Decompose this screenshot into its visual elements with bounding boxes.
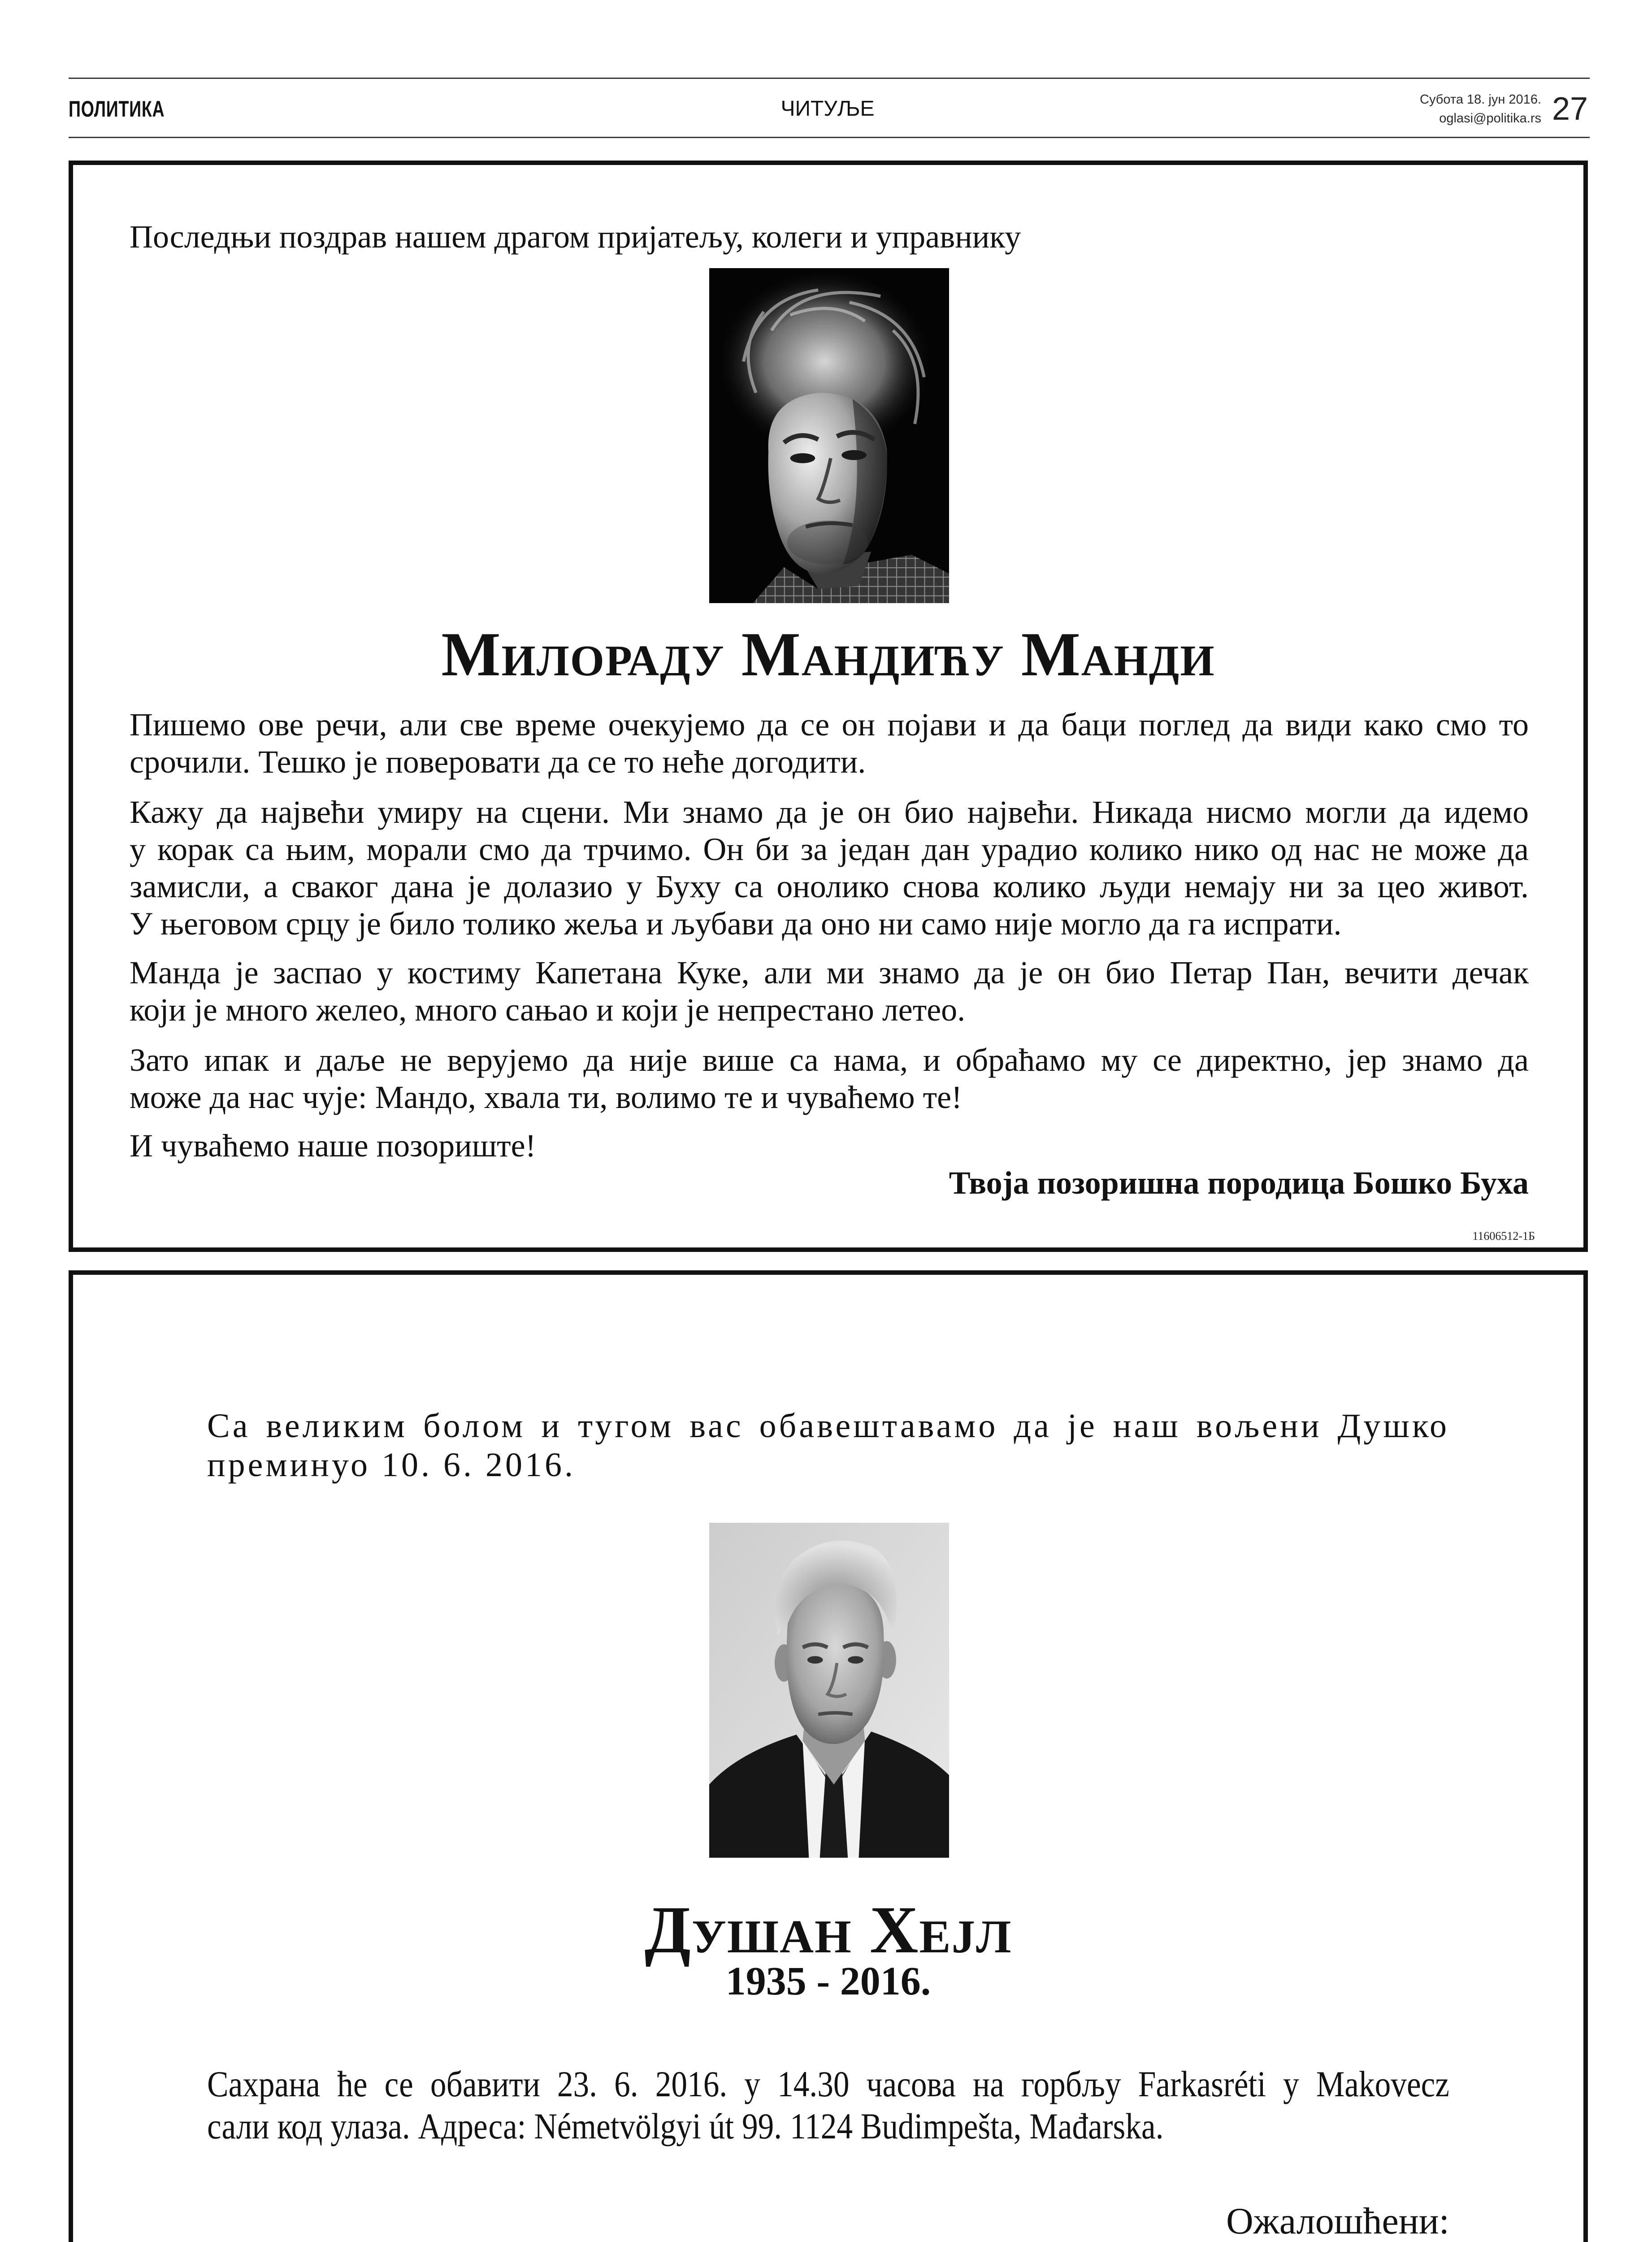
text-line: Пишемо ове речи, али све време очекујемо да се он појави и да баци поглед да види како смо то	[130, 707, 1529, 743]
text-line: У његовом срцу је било толико жеља и љубави да оно ни само није могло да га испрати.	[130, 906, 1342, 942]
life-years: 1935 - 2016.	[725, 1959, 931, 2003]
newspaper-logo: ПОЛИТИКА	[69, 96, 165, 122]
announcement-line: Са великим болом и тугом вас обавештавамо да је наш вољени Душко	[207, 1407, 1449, 1445]
deceased-name: Милораду Мандићу Манди	[441, 620, 1215, 689]
contact-email: oglasi@politika.rs	[1439, 111, 1541, 126]
ad-code: 11606512-1Б	[1472, 1230, 1535, 1243]
text-line: који је много желео, много сањао и који је непрестано летео.	[130, 992, 966, 1028]
funeral-info-line: сали код улаза. Адреса: Németvölgyi út 99. 1124 Budimpešta, Mađarska.	[207, 2106, 1164, 2146]
stubble	[787, 521, 868, 564]
portrait-photo-dusan-hejl	[709, 1523, 949, 1858]
page-number: 27	[1552, 91, 1588, 127]
right-eye	[848, 1656, 863, 1664]
left-eye	[807, 1656, 823, 1664]
mourners-label: Ожалошћени:	[1226, 2200, 1449, 2242]
obituary-intro: Последњи поздрав нашем драгом пријатељу, колеги и управнику	[130, 219, 1021, 255]
header-bottom-rule	[69, 137, 1590, 138]
deceased-name: Душан Хејл	[644, 1893, 1012, 1967]
mouth	[818, 1713, 852, 1714]
text-line: И чуваћемо наше позориште!	[130, 1128, 536, 1164]
text-line: у корак са њим, морали смо да трчимо. Он би за један дан урадио колико нико од нас не може да	[130, 831, 1529, 867]
right-eye	[841, 450, 867, 460]
left-eye	[790, 453, 815, 463]
section-title: ЧИТУЉЕ	[780, 97, 875, 121]
funeral-info-line: Сахрана ће се обавити 23. 6. 2016. у 14.30 часова на горбљу Farkasréti у Makovecz	[207, 2064, 1449, 2104]
portrait-photo-milorad-mandic	[709, 268, 949, 603]
text-line: Кажу да највећи умиру на сцени. Ми знамо да је он био највећи. Никада нисмо могли да идемо	[130, 794, 1529, 830]
face	[787, 1582, 885, 1744]
header-top-rule	[69, 78, 1590, 79]
announcement-line: преминуо 10. 6. 2016.	[207, 1446, 576, 1484]
text-line: срочили. Тешко је поверовати да се то неће догодити.	[130, 744, 866, 780]
signature: Твоја позоришна породица Бошко Буха	[949, 1165, 1529, 1201]
text-line: може да нас чује: Мандо, хвала ти, волимо те и чуваћемо те!	[130, 1079, 963, 1115]
text-line: Зато ипак и даље не верујемо да није више са нама, и обраћамо му се директно, јер знамо да	[130, 1042, 1529, 1078]
text-line: замисли, а сваког дана је долазио у Буху са онолико снова колико људи немају ни за цео живот.	[130, 869, 1529, 904]
text-line: Манда је заспао у костиму Капетана Куке, али ми знамо да је он био Петар Пан, вечити дечак	[130, 955, 1529, 991]
issue-date: Субота 18. јун 2016.	[1420, 92, 1541, 107]
